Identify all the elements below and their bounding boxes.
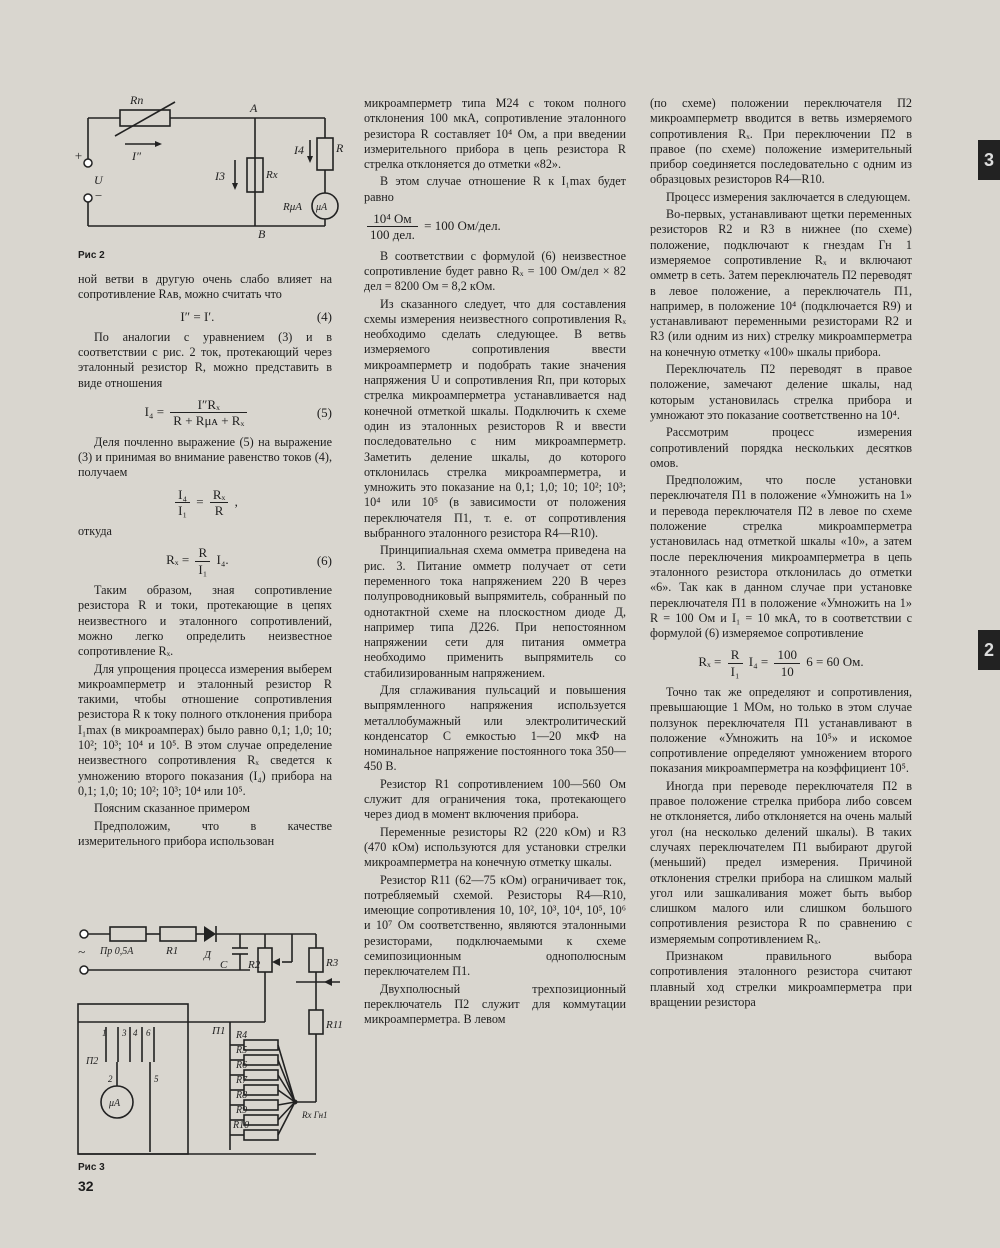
ratio-numerator-2: Rₓ <box>210 487 228 503</box>
col1-paragraph-6: Поясним сказанное примером <box>94 801 250 816</box>
col3-paragraph-7: Точно так же определяют и сопротивления, превышающие 1 МОм, но только в этом случае ползунок переключателя П1 устанавливают в положение «Умножить на 10⁵» и искомое сопротивление определяют умножением второго показания микроамперметра на коэффициент 10⁵. <box>650 684 912 776</box>
col1-paragraph-5: Для упрощения процесса измерения выберем микроамперметр и эталонный резистор R такими, чтобы отношение сопротивления резистора R к току полного отклонения прибора I₁max (в микроамперах) было равно 0,1; 1,0; 10; 10²; 10³; 10⁴ и 10⁵. В этом случае определение неизвестного сопротивления Rₓ сведется к умножению второго показания (I₄) прибора на 0,1; 1,0; 10; 10²; 10³; 10⁴ или 10⁵. <box>78 661 332 798</box>
equation-6 <box>78 545 332 577</box>
col3-eq-numerator-2: 100 <box>774 647 800 663</box>
fig2-label-i2: I″ <box>132 149 141 163</box>
col3-eq-denominator-2: 10 <box>780 663 794 679</box>
edge-tab-mark-1: 3 <box>978 140 1000 180</box>
fig2-label-rx: Rx <box>266 169 278 181</box>
fig2-label-plus: + <box>74 148 83 163</box>
fig2-label-u: U <box>94 173 103 187</box>
page-number: 32 <box>78 1178 94 1194</box>
fig3-label-r9: R9 <box>236 1105 248 1116</box>
equation-6-number: (6) <box>316 553 332 569</box>
fig3-label-ua: μA <box>109 1098 121 1109</box>
fig3-label-rx: Rx Гн1 <box>302 1110 328 1120</box>
fig2-label-i3: I3 <box>215 169 225 183</box>
equation-6-denominator: I₁ <box>198 561 208 577</box>
fig2-label-ua: μA <box>316 202 328 213</box>
col1-paragraph-1: ной ветви в другую очень слабо влияет на сопротивление Rᴀʙ, можно считать что <box>78 272 332 302</box>
figure-2-circuit <box>70 88 360 248</box>
equation-6-tail: I₄. <box>216 552 229 568</box>
col3-equation <box>650 647 912 679</box>
ratio-tail: , <box>234 493 238 509</box>
col2-paragraph-9: Резистор R11 (62—75 кОм) ограничивает ток, потребляемый схемой. Резисторы R4—R10, имеющие сопротивления 10, 10², 10³, 10⁴, 10⁵, 10⁶ и 10⁷ Ом соответственно, являются эталонными резисторами, подключаемыми к схеме семипозиционным однополюсным переключателем П1. <box>364 872 626 979</box>
col2-paragraph-7: Резистор R1 сопротивлением 100—560 Ом служит для ограничения тока, протекающего через диод в момент включения прибора. <box>364 776 626 822</box>
equation-6-numerator: R <box>195 545 210 561</box>
col3-eq-numerator-1: R <box>728 647 743 663</box>
col1-paragraph-2: По аналогии с уравнением (3) и в соответствии с рис. 2 ток, протекающий через эталонный резистор R, можно представить в виде отношения <box>78 329 332 390</box>
col3-paragraph-5: Рассмотрим процесс измерения сопротивлений порядка нескольких десятков омов. <box>650 425 912 470</box>
equation-4-body: I″ = I′. <box>180 308 215 324</box>
col2-paragraph-4: Из сказанного следует, что для составления схемы измерения неизвестного сопротивления Rₓ необходимо сделать следующее. В ветвь измеряемого сопротивления ввести микроамперметр и подобрать такие значения напряжения U и сопротивления Rп, при которых стрелка микроамперметра устанавливается над конечной отметкой шкалы. Подключить к схеме один из эталонных резисторов R и ввести последовательно с ним микроамперметр. Заметить деление шкалы, до которого отклонилась стрелка микроамперметра, и умножить это показание на 0,1; 1,0; 10; 10²; 10³; 10⁴ или 10⁵ (в зависимости от положения переключателя П1, т. е. от сопротивления выбранного эталонного резистора R4—R10). <box>364 296 626 541</box>
fig3-label-r2: R2 <box>248 959 261 971</box>
col2-paragraph-3: В соответствии с формулой (6) неизвестное сопротивление будет равно Rₓ = 100 Ом/дел × 82 дел = 8200 Ом = 8,2 кОм. <box>364 248 626 294</box>
fig3-label-n4: 4 <box>133 1028 138 1038</box>
equation-4-number: (4) <box>316 308 332 324</box>
col3-paragraph-8: Иногда при переводе переключателя П2 в правое положение стрелка прибора либо совсем не отклоняется, либо отклоняется на очень малый угол (на несколько делений шкалы). В таких случаях переключателем П1 выбирают другой (меньший) предел измерения. Причиной отклонения стрелки прибора на слишком малый угол или зашкаливания может быть выбор слишком малого или слишком большого сопротивления резистора R по сравнению с измеряемым сопротивлением Rₓ. <box>650 778 912 946</box>
fig3-label-n6: 6 <box>146 1028 151 1038</box>
equation-5-left: I₄ = <box>144 403 165 419</box>
fig3-label-fuse: Пр 0,5А <box>100 946 134 957</box>
fig3-label-r11: R11 <box>326 1019 343 1031</box>
col3-paragraph-4: Переключатель П2 переводят в правое положение, замечают деление шкалы, над которым установилась стрелка прибора и умножают это показание соответственно на 10⁴. <box>650 362 912 422</box>
col3-eq-mid: I₄ = <box>748 654 769 670</box>
equation-5-number: (5) <box>316 405 332 421</box>
equation-6-fraction <box>195 545 210 577</box>
ratio-numerator-1: I₄ <box>175 487 190 503</box>
col3-paragraph-9: Признаком правильного выбора сопротивления эталонного резистора считают плавный ход стрелки микроамперметра при вращении резистора <box>650 949 912 1009</box>
fig3-label-r6: R6 <box>236 1060 248 1071</box>
col1-paragraph-7: Предположим, что в качестве измерительного прибора использован <box>78 818 332 848</box>
equation-ratio: $\frac{\text{I₄}}{\text{I₁}}$ = $\frac{\text{Rₓ}}{R}$ , <box>78 487 332 519</box>
fig2-label-rn: Rп <box>130 93 144 107</box>
fig2-label-minus: − <box>94 188 103 203</box>
fig3-label-r10: R10 <box>233 1120 250 1131</box>
col3-eq-fraction-2 <box>774 647 800 679</box>
col3-paragraph-1: (по схеме) положении переключателя П2 микроамперметр вводится в ветвь измеряемого сопротивления Rₓ. При переключении П2 в правое (по схеме) положение измерительный прибор соединяется последовательно с одним из образцовых резисторов R4—R10. <box>650 96 912 187</box>
figure-3-caption: Рис 3 <box>78 1162 105 1173</box>
col2-equation-ratio <box>364 211 626 243</box>
col2-paragraph-10: Двухполюсный трехпозиционный переключатель П2 служит для коммутации микроамперметра. В левом <box>364 981 626 1027</box>
col3-eq-fraction-1 <box>728 647 743 679</box>
col1-paragraph-4: Таким образом, зная сопротивление резистора R и токи, протекающие в цепях неизвестного и эталонного сопротивлений, можно легко определить неизвестное сопротивление Rₓ. <box>78 583 332 659</box>
equation-4 <box>78 309 332 324</box>
col2-ratio-numerator: 10⁴ Ом <box>367 211 418 227</box>
fig3-label-d: Д <box>204 949 211 961</box>
fig3-label-n3: 3 <box>122 1028 127 1038</box>
ratio-denominator-2: R <box>214 502 224 518</box>
fig3-label-p1: П1 <box>212 1025 226 1037</box>
fig3-label-r5: R5 <box>236 1045 248 1056</box>
equation-5-numerator: I″Rₓ <box>170 397 247 413</box>
fig3-label-tilde: ~ <box>78 944 86 959</box>
col3-eq-denominator-1: I₁ <box>730 663 740 679</box>
figure-3-circuit <box>70 912 360 1162</box>
col3-paragraph-6: Предположим, что после установки переключателя П1 в положение «Умножить на 1» и перевода переключателя П2 в левое по схеме положение стрелка микроамперметра установилась над отметкой шкалы «10», а затем после переключения микроамперметра в цепь эталонного резистора отклонилась до отметки «6». Так как в данном случае при установке переключателя П1 в положение «Умножить на 1» R = 100 Ом и I₁ = 10 мкА, то в соответствии с формулой (6) измеряемое сопротивление <box>650 473 912 641</box>
col2-paragraph-5: Принципиальная схема омметра приведена на рис. 3. Питание омметр получает от сети переменного тока напряжением 220 В через полупроводниковый выпрямитель, собранный по однотактной схеме на плоскостном диоде Д, например типа Д226. При непостоянном напряжении сети для питания омметра необходимо применить выпрямитель со стабилизированным напряжением. <box>364 543 626 680</box>
equation-6-left: Rₓ = <box>166 552 190 568</box>
col2-paragraph-6: Для сглаживания пульсаций и повышения выпрямленного напряжения используется металлобумажный или электролитический конденсатор С емкостью 1—20 мкФ на номинальное напряжение постоянного тока 350—450 В. <box>364 682 626 774</box>
col3-paragraph-3: Во-первых, устанавливают щетки переменных резисторов R2 и R3 в нижнее (по схеме) положение, подключают к гнездам Гн 1 измеряемое сопротивление Rₓ и включают омметр в сеть. Затем переключатель П2 переводят в левое положение, а переключатель П1, например, в положение 10⁴ (подключается R9) и устанавливают переменными резисторами R2 и R3 (или одним из них) стрелку микроамперметра на конечную отметку «100» шкалы прибора. <box>650 207 912 359</box>
fig3-label-r1: R1 <box>166 945 179 957</box>
fig3-label-r8: R8 <box>236 1090 248 1101</box>
edge-tab-mark-2: 2 <box>978 630 1000 670</box>
fig3-label-r7: R7 <box>236 1075 248 1086</box>
col1-paragraph-3: Деля почленно выражение (5) на выражение (3) и принимая во внимание равенство токов (4), получаем <box>78 434 332 480</box>
fig2-label-a: A <box>250 101 258 115</box>
fig3-label-n2: 2 <box>108 1074 113 1084</box>
col2-paragraph-8: Переменные резисторы R2 (220 кОм) и R3 (470 кОм) используются для установки стрелки микроамперметра на конечную отметку шкалы. <box>364 824 626 870</box>
col1-otkuda: откуда <box>78 524 112 539</box>
fig2-label-rua: RμA <box>283 201 302 213</box>
fig3-label-r3: R3 <box>326 957 339 969</box>
fig3-label-c: C <box>220 959 228 971</box>
col3-eq-tail: 6 = 60 Ом. <box>806 654 864 670</box>
fig3-label-r4: R4 <box>236 1030 248 1041</box>
column-3 <box>650 96 912 1012</box>
fig3-label-n1: 1 <box>102 1028 107 1038</box>
fig3-label-p2: П2 <box>86 1056 99 1067</box>
fig2-label-r: R <box>336 141 344 155</box>
figure-2-caption: Рис 2 <box>78 250 105 261</box>
ratio-denominator-1: I₁ <box>178 502 188 518</box>
col3-paragraph-2: Процесс измерения заключается в следующем. <box>666 189 911 204</box>
col2-ratio-tail: = 100 Ом/дел. <box>424 217 501 233</box>
fig2-label-b: B <box>258 227 266 241</box>
col2-ratio-denominator: 100 дел. <box>370 227 415 243</box>
ratio-fraction-2 <box>210 487 228 519</box>
col3-eq-left: Rₓ = <box>698 654 722 670</box>
col2-paragraph-2: В этом случае отношение R к I₁max будет равно <box>364 174 626 204</box>
col2-paragraph-1: микроамперметр типа М24 с током полного отклонения 100 мкА, сопротивление эталонного резистора R составляет 10⁴ Ом, а при введении измерительного прибора в цепь резистора R стрелка отклоняется до отметки «82». <box>364 96 626 172</box>
equation-5-fraction <box>170 397 247 429</box>
fig3-label-n5: 5 <box>154 1074 159 1084</box>
fig2-label-i4: I4 <box>294 143 304 157</box>
ratio-fraction-1 <box>175 487 190 519</box>
equation-5-denominator: R + Rμᴀ + Rₓ <box>173 413 245 429</box>
column-1 <box>78 272 332 851</box>
equation-5 <box>78 397 332 429</box>
col2-ratio-fraction <box>367 211 418 243</box>
column-2 <box>364 96 626 1030</box>
